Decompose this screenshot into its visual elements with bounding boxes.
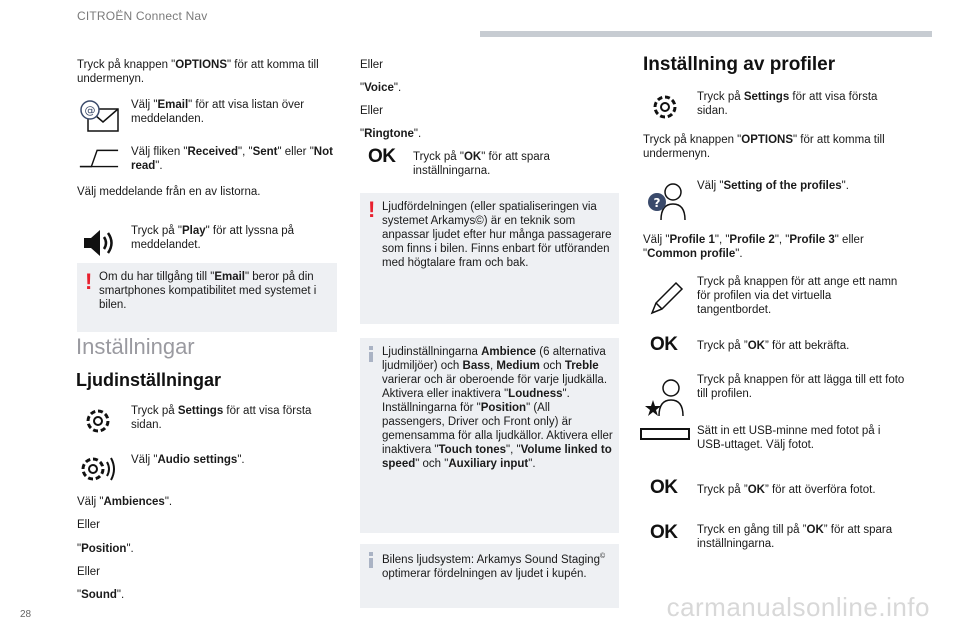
svg-text:@: @ (84, 104, 96, 117)
watermark: carmanualsonline.info (666, 592, 930, 622)
sound-option: "Sound". (77, 589, 125, 601)
confirm-step: Tryck på ”OK” för att bekräfta. (697, 340, 850, 352)
distribution-warning-text: Ljudfördelningen (eller spatialiseringen via systemet Arkamys©) är en teknik som anpassar ljudet efter hur många passagerare som finns i bilen. Finns enbart för utföranden med högtalare fram och bak. (382, 201, 612, 269)
audio-settings-step: Välj "Audio settings". (131, 454, 245, 466)
ok-icon: OK (650, 334, 678, 355)
profiles-heading: Inställning av profiler (643, 54, 836, 75)
profile-icon (645, 180, 687, 222)
gear-icon (81, 404, 115, 438)
ambiences-step: Välj "Ambiences". (77, 496, 173, 508)
email-warning-text: Om du har tillgång till "Email" beror på din smartphones kompatibilitet med systemet i bilen. (99, 271, 317, 311)
usb-step: Sätt in ett USB-minne med fotot på i USB-uttaget. Välj fotot. (697, 425, 881, 451)
ok-icon: OK (650, 477, 678, 498)
transfer-step: Tryck på ”OK” för att överföra fotot. (697, 484, 876, 496)
or-text: Eller (77, 566, 101, 578)
or-text: Eller (360, 59, 384, 71)
ambience-info-text: Ljudinställningarna Ambience (6 alternativa ljudmiljöer) och Bass, Medium och Treble varierar och är oberoende för varje ljudkälla. Aktivera eller inaktivera "Loudness". Inställningarna för "Position" (All passengers, Driver och Front only) är gemensamma för alla ljudkällor. Aktivera eller inaktivera "Touch tones", "Volume linked to speed" och "Auxiliary input". (382, 346, 613, 470)
info-icon (369, 552, 373, 570)
header-divider (480, 31, 932, 37)
speaker-icon (80, 225, 120, 261)
svg-text:?: ? (653, 196, 661, 210)
gear-icon (648, 90, 682, 124)
page-number: 28 (20, 609, 32, 620)
profiles-options-intro: Tryck på knappen "OPTIONS" för att komma till undermenyn. (643, 134, 885, 160)
settings-step: Tryck på Settings för att visa första sidan. (131, 405, 312, 431)
warning-icon: ! (85, 269, 93, 294)
or-text: Eller (77, 519, 101, 531)
audio-settings-icon (78, 450, 118, 488)
ok-icon: OK (650, 522, 678, 543)
tabs-icon (78, 145, 120, 171)
or-text: Eller (360, 105, 384, 117)
sound-settings-heading: Ljudinställningar (76, 370, 222, 390)
voice-option: "Voice". (360, 82, 402, 94)
tabs-step: Välj fliken "Received", "Sent" eller "Not read". (131, 146, 333, 172)
email-step: Välj "Email" för att visa listan över meddelanden. (131, 99, 305, 125)
name-step: Tryck på knappen för att ange ett namn för profilen via det virtuella tangentbordet. (697, 276, 898, 316)
position-option: "Position". (77, 543, 134, 555)
email-icon (78, 97, 120, 137)
save-step: Tryck en gång till på ”OK” för att spara inställningarna. (697, 524, 893, 550)
profiles-settings-step: Tryck på Settings för att visa första sidan. (697, 91, 878, 117)
system-info-text: Bilens ljudsystem: Arkamys Sound Staging© optimerar fördelningen av ljudet i kupén. (382, 553, 606, 580)
play-step: Tryck på "Play" för att lyssna på meddelandet. (131, 225, 295, 251)
photo-step: Tryck på knappen för att lägga till ett foto till profilen. (697, 374, 905, 400)
pencil-icon (647, 280, 685, 318)
header-title: CITROËN Connect Nav (77, 9, 208, 23)
ok-save-step: Tryck på "OK" för att spara inställningarna. (413, 151, 550, 177)
usb-stick-icon (640, 427, 690, 441)
warning-icon: ! (368, 197, 376, 222)
ok-icon: OK (368, 146, 396, 167)
choose-message: Välj meddelande från en av listorna. (77, 186, 261, 198)
info-icon (369, 346, 373, 364)
ringtone-option: "Ringtone". (360, 128, 422, 140)
choose-profile: Välj "Profile 1", "Profile 2", "Profile 3" eller "Common profile". (643, 234, 864, 260)
options-intro: Tryck på knappen "OPTIONS" för att komma till undermenyn. (77, 59, 319, 85)
setting-profiles-step: Välj "Setting of the profiles". (697, 180, 849, 192)
settings-heading: Inställningar (76, 334, 195, 359)
profile-star-icon (645, 376, 687, 418)
